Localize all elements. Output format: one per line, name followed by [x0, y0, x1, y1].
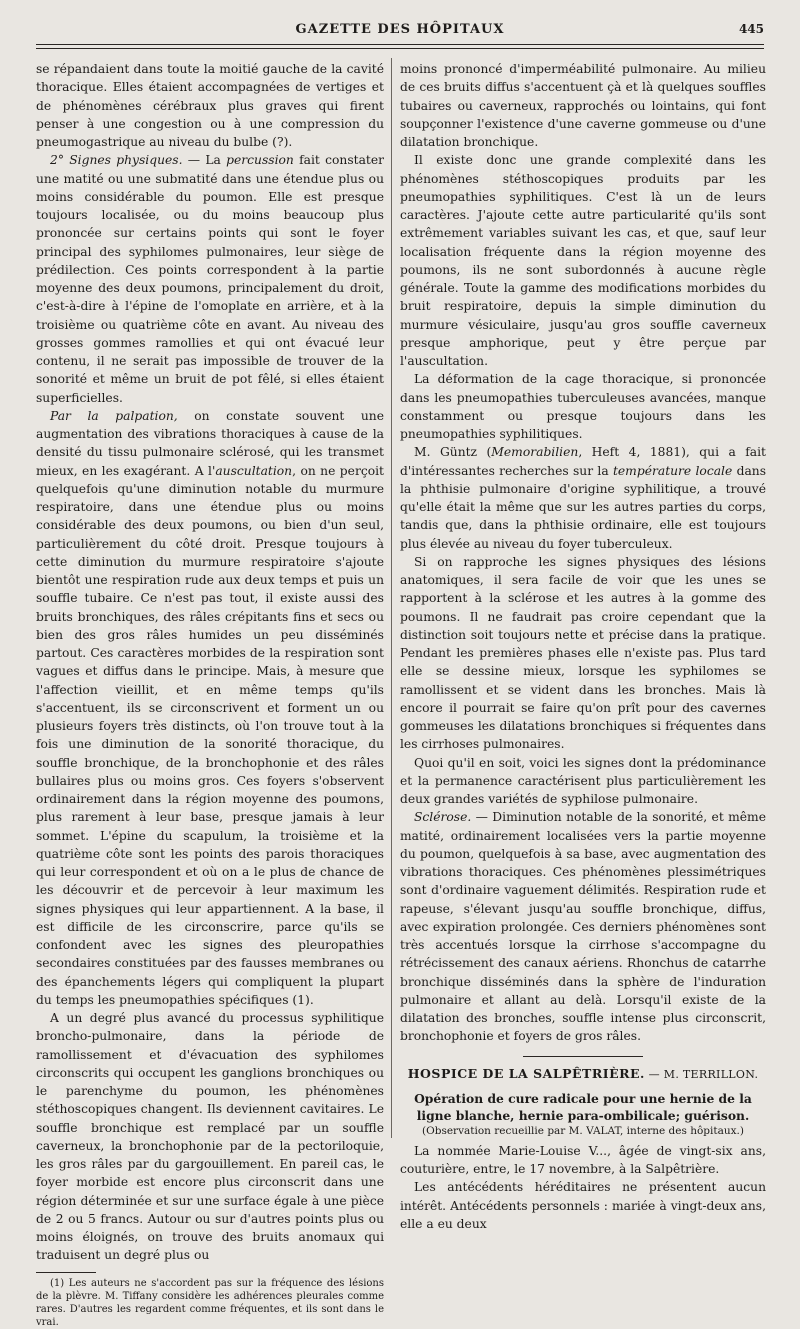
reference: Memorabilien: [491, 445, 579, 460]
right-column: [400, 60, 767, 1231]
journal-title: GAZETTE DES HÔPITAUX: [295, 22, 505, 37]
header-rule-thin: [36, 48, 764, 49]
term: percussion: [226, 153, 294, 168]
article-title: Opération de cure radicale pour une hernie de la ligne blanche, hernie para-ombilicale; guérison.: [414, 1090, 752, 1123]
column-divider: [391, 58, 392, 1138]
paragraph: Les antécédents héréditaires ne présentent aucun intérêt. Antécédents personnels : mariée à vingt-deux ans, elle a eu deux: [400, 1180, 766, 1231]
section-rule: [523, 1056, 643, 1057]
term: auscultation: [215, 463, 293, 478]
paragraph: 2° Signes physiques. — La percussion fait constater une matité ou une submatité dans une étendue plus ou moins considérable du poumon. Elle est presque toujours localisée, ou du moins beaucoup plus prononcée sur certains points qui sont le foyer principal des syphilomes pulmonaires, leur siège de prédilection. Ces points correspondent à la partie moyenne des deux poumons, principalement du droit, c'est-à-dire à l'épine de l'omoplate en arrière, et à la troisième ou quatrième côte en avant. Au niveau des grosses gommes ramollies et qui ont évacué leur contenu, il ne serait pas impossible de trouver de la sonorité et même un bruit de pot fêlé, si elles étaient superficielles.: [36, 153, 385, 405]
section-author: — M. TERRILLON.: [644, 1067, 759, 1081]
subheading: Sclérose.: [414, 810, 472, 825]
paragraph: Si on rapproche les signes physiques des lésions anatomiques, il sera facile de voir que les unes se rapportent à la sclérose et les autres à la gomme des poumons. Il ne faudrait pas croire cependant que la distinction soit toujours nette et précise dans la pratique. Pendant les premières phases elle n'existe pas. Plus tard elle se dessine mieux, lorsque les syphilomes se ramollissent et se vident dans les bronches. Mais là encore il pourrait se faire qu'on prît pour des cavernes gommeuses les dilatations bronchiques si fréquentes dans les cirrhoses pulmonaires.: [400, 554, 766, 752]
article-note: (Observation recueillie par M. VALAT, interne des hôpitaux.): [422, 1124, 744, 1137]
header-rule: [36, 44, 764, 45]
paragraph: Il existe donc une grande complexité dans les phénomènes stéthoscopiques produits par les pneumopathies syphilitiques. C'est là un de leurs caractères. J'ajoute cette autre particularité qu'ils sont extrêmement variables suivant les cas, et que, sauf leur localisation fréquente dans la région moyenne des poumons, ils ne sont subordonnés à aucune règle générale. Toute la gamme des modifications morbides du bruit respiratoire, depuis la simple diminution du murmure vésiculaire, jusqu'au gros souffle caverneux presque amphorique, peut y être perçue par l'auscultation.: [400, 153, 766, 368]
paragraph: M. Güntz (Memorabilien, Heft 4, 1881), qui a fait d'intéressantes recherches sur la température locale dans la phthisie pulmonaire d'origine syphilitique, a trouvé qu'elle était la même que sur les autres parties du corps, tandis que, dans la phthisie ordinaire, elle est toujours plus élevée au niveau du foyer tuberculeux.: [400, 445, 767, 551]
paragraph: A un degré plus avancé du processus syphilitique broncho-pulmonaire, dans la période de ramollissement et d'évacuation des syphilomes circonscrits qui occupent les ganglions bronchiques ou le parenchyme du poumon, les phénomènes stéthoscopiques changent. Ils deviennent cavitaires. Le souffle bronchique est remplacé par un souffle caverneux, la bronchophonie par de la pectoriloquie, les gros râles par du gargouillement. En pareil cas, le foyer morbide est encore plus circonscrit dans une région déterminée et sur une surface égale à une pièce de 2 ou 5 francs. Autour ou sur d'autres points plus ou moins éloignés, on trouve des bruits anomaux qui traduisent un degré plus ou: [36, 1011, 384, 1263]
paragraph: se répandaient dans toute la moitié gauche de la cavité thoracique. Elles étaient accompagnées de vertiges et de phénomènes cérébraux plus graves qui firent penser à une congestion ou à une compression du pneumogastrique au niveau du bulbe (?).: [36, 62, 384, 149]
section-heading: [400, 1065, 766, 1084]
page-header: [36, 20, 764, 42]
paragraph: Par la palpation, on constate souvent une augmentation des vibrations thoraciques à cause de la densité du tissu pulmonaire sclérosé, qui les transmet mieux, en les exagérant. A l'auscultation, on ne perçoit quelquefois qu'une diminution notable du murmure respiratoire, dans une étendue plus ou moins considérable des deux poumons, ou bien d'un seul, particulièrement du côté droit. Presque toujours à cette diminution du murmure respiratoire s'ajoute bientôt une respiration rude aux deux temps et puis un souffle tubaire. Ce n'est pas tout, il existe aussi des bruits bronchiques, des râles crépitants fins et secs ou bien des gros râles humides un peu disséminés partout. Ces caractères morbides de la respiration sont vagues et diffus dans le principe. Mais, à mesure que l'affection vieillit, et en même temps qu'ils s'accentuent, ils se circonscrivent et forment un ou plusieurs foyers très distincts, où l'on trouve tout à la fois une diminution de la sonorité thoracique, du souffle bronchique, de la bronchophonie et des râles bullaires plus ou moins gros. Ces foyers s'observent ordinairement dans la région moyenne des poumons, plus rarement à leur base, presque jamais à leur sommet. L'épine du scapulum, la troisième et la quatrième côte sont les points des parois thoraciques qui leur correspondent et où on a le plus de chance de les découvrir et de percevoir à leur maximum les signes physiques qui leur appartiennent. A la base, il est difficile de les circonscrire, parce qu'ils se confondent avec les signes des pleuropathies secondaires constituées par des fausses membranes ou des épanchements légers qui compliquent la plupart du temps les pneumopathies spécifiques (1).: [36, 408, 384, 1007]
paragraph: La nommée Marie-Louise V..., âgée de vingt-six ans, couturière, entre, le 17 novembre, à la Salpêtrière.: [400, 1143, 766, 1176]
footnote: (1) Les auteurs ne s'accordent pas sur la fréquence des lésions de la plèvre. M. Tiffany considère les adhérences pleurales comme rares. D'autres les regardent comme fréquentes, et ils sont dans le vrai.: [36, 1277, 384, 1328]
paragraph: Sclérose. — Diminution notable de la sonorité, et même matité, ordinairement localisées vers la partie moyenne du poumon, quelquefois à sa base, avec augmentation des vibrations thoraciques. Ces phénomènes plessimétriques sont d'ordinaire vaguement délimités. Respiration rude et rapeuse, s'élevant jusqu'au souffle bronchique, diffus, avec expiration prolongée. Ces derniers phénomènes sont très accentués lorsque la cirrhose s'accompagne du rétrécissement des canaux aériens. Rhonchus de catarrhe bronchique disséminés dans la sphère de l'induration pulmonaire et allant au delà. Lorsqu'il existe de la dilatation des bronches, souffle intense plus circonscrit, bronchophonie et foyers de gros râles.: [400, 810, 766, 1044]
paragraph: La déformation de la cage thoracique, si prononcée dans les pneumopathies tuberculeuses avancées, manque constamment ou presque toujours dans les pneumopathies syphilitiques.: [400, 372, 766, 441]
page-number: 445: [738, 22, 764, 36]
paragraph: Quoi qu'il en soit, voici les signes dont la prédominance et la permanence caractérisent plus particulièrement les deux grandes variétés de syphilose pulmonaire.: [400, 755, 766, 806]
footnote-rule: [36, 1272, 96, 1273]
left-column: [36, 60, 385, 1328]
term: température locale: [612, 463, 733, 478]
subheading: Par la palpation,: [50, 408, 178, 423]
section-title: HOSPICE DE LA SALPÊTRIÈRE.: [407, 1065, 645, 1081]
subheading: 2° Signes physiques.: [50, 153, 183, 168]
paragraph: moins prononcé d'imperméabilité pulmonaire. Au milieu de ces bruits diffus s'accentuent çà et là quelques souffles tubaires ou caverneux, rapprochés ou lointains, qui font soupçonner l'existence d'une caverne gommeuse ou d'une dilatation bronchique.: [400, 62, 766, 149]
